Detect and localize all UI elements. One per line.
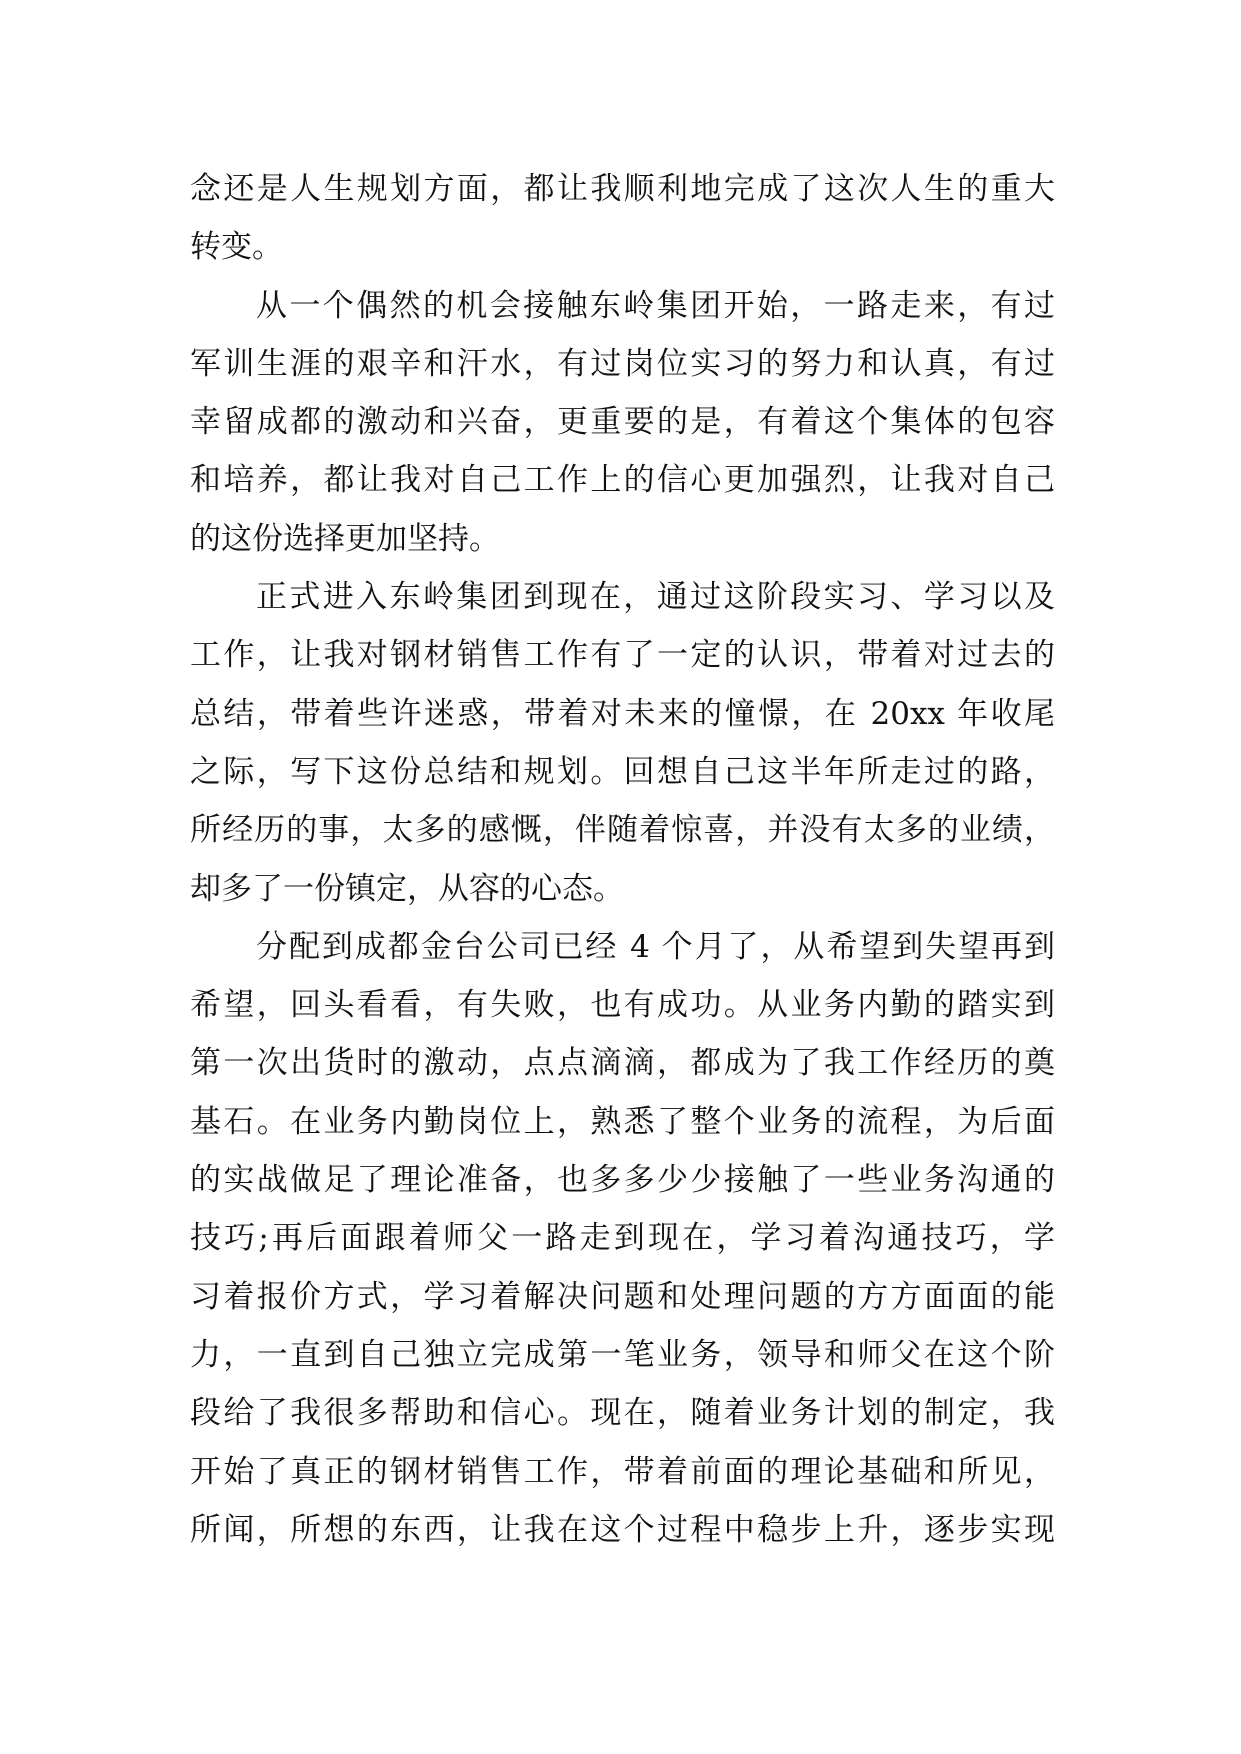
document-body [190, 160, 1055, 1559]
paragraph-line: 技巧;再后面跟着师父一路走到现在，学习着沟通技巧，学 [190, 1220, 1055, 1257]
paragraph-line: 工作，让我对钢材销售工作有了一定的认识，带着对过去的 [190, 637, 1055, 674]
paragraph-line: 之际，写下这份总结和规划。回想自己这半年所走过的路， [190, 753, 1055, 790]
paragraph-line: 的这份选择更加坚持。 [190, 520, 500, 557]
paragraph-line: 却多了一份镇定，从容的心态。 [190, 870, 624, 907]
paragraph [190, 918, 1055, 1559]
paragraph [190, 277, 1055, 568]
paragraph-line: 从一个偶然的机会接触东岭集团开始，一路走来，有过 [256, 287, 1055, 324]
paragraph-line: 和培养，都让我对自己工作上的信心更加强烈，让我对自己 [190, 462, 1055, 499]
paragraph-line: 所经历的事，太多的感慨，伴随着惊喜，并没有太多的业绩， [190, 812, 1055, 849]
paragraph-line: 习着报价方式，学习着解决问题和处理问题的方方面面的能 [190, 1278, 1055, 1315]
paragraph-line: 转变。 [190, 229, 283, 266]
paragraph-line: 念还是人生规划方面，都让我顺利地完成了这次人生的重大 [190, 171, 1055, 207]
paragraph-line: 希望，回头看看，有失败，也有成功。从业务内勤的踏实到 [190, 987, 1055, 1024]
paragraph-line: 军训生涯的艰辛和汗水，有过岗位实习的努力和认真，有过 [190, 345, 1055, 382]
paragraph-line: 正式进入东岭集团到现在，通过这阶段实习、学习以及 [256, 579, 1055, 616]
paragraph-line: 幸留成都的激动和兴奋，更重要的是，有着这个集体的包容 [190, 404, 1055, 441]
paragraph-line: 基石。在业务内勤岗位上，熟悉了整个业务的流程，为后面 [190, 1103, 1055, 1140]
paragraph-line: 第一次出货时的激动，点点滴滴，都成为了我工作经历的奠 [190, 1045, 1055, 1082]
paragraph [190, 160, 1055, 277]
paragraph-line: 的实战做足了理论准备，也多多少少接触了一些业务沟通的 [190, 1162, 1055, 1199]
paragraph-line: 分配到成都金台公司已经 4 个月了，从希望到失望再到 [256, 928, 1055, 965]
paragraph-line: 总结，带着些许迷惑，带着对未来的憧憬，在 20xx 年收尾 [190, 695, 1055, 732]
paragraph-line: 段给了我很多帮助和信心。现在，随着业务计划的制定，我 [190, 1395, 1055, 1432]
paragraph-line: 力，一直到自己独立完成第一笔业务，领导和师父在这个阶 [190, 1336, 1055, 1373]
paragraph [190, 568, 1055, 918]
paragraph-line: 开始了真正的钢材销售工作，带着前面的理论基础和所见， [190, 1453, 1055, 1490]
paragraph-line: 所闻，所想的东西，让我在这个过程中稳步上升，逐步实现 [190, 1511, 1055, 1548]
